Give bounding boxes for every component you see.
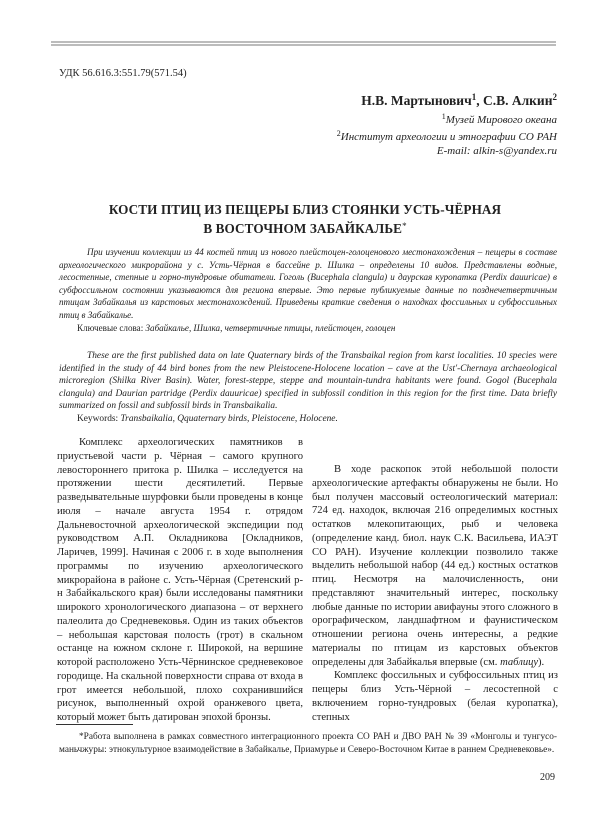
body-column-right — [312, 463, 558, 724]
body-paragraph-2 — [312, 463, 558, 669]
header-double-rule — [51, 41, 556, 46]
table-reference-link[interactable]: таблицу — [500, 656, 539, 668]
title-line-1: КОСТИ ПТИЦ ИЗ ПЕЩЕРЫ БЛИЗ СТОЯНКИ УСТЬ-ЧЁРНАЯ — [108, 202, 502, 217]
affiliation-1 — [337, 110, 557, 127]
page-number: 209 — [540, 772, 555, 783]
footnote-rule — [56, 724, 133, 725]
affiliation-1-mark: 1 — [441, 112, 446, 121]
author-email[interactable]: E-mail: alkin-s@yandex.ru — [436, 145, 557, 157]
udk-code: УДК 56.616.3:551.79(571.54) — [59, 68, 187, 79]
affiliation-1-text: Музей Мирового океана — [445, 114, 557, 126]
title-line-2-text: В ВОСТОЧНОМ ЗАБАЙКАЛЬЕ — [203, 221, 403, 236]
authors-line — [361, 92, 557, 109]
keywords-ru-label: Ключевые слова: — [77, 322, 144, 333]
title-line-2 — [54, 218, 556, 237]
abstract-en-text: These are the first published data on late Quaternary birds of the Transbaikal region from karst localities. 10 species were identified in the study of 44 bird bones from the new Pleistocene-Holocene location – cave at the Ust'-Chernaya archaeological microregion (Shilka River Basin). Water, forest-steppe, steppe and mountain-tundra habitants were found. Gogol (Bucephala clangula) and Daurian partridge (Perdix dauuricae) specified in subfossil condition in this region for the first time. Data briefly summarized on fossil and subfossil birds in Transbaikalia. — [59, 351, 557, 412]
body-paragraph-2-end: ). — [538, 656, 545, 668]
keywords-ru-values: Забайкалье, Шилка, четвертичные птицы, плейстоцен, голоцен — [145, 322, 396, 333]
footnote — [59, 731, 557, 758]
title-footnote-mark[interactable]: * — [402, 221, 407, 231]
abstract-ru-text: При изучении коллекции из 44 костей птиц из нового плейстоцен-голоценового местонахождения – пещеры в составе археологического микрорайона у с. Усть-Чёрная в бассейне р. Шилка – определены 10 видов. Представлены водные, лесостепные, степные и горно-тундровые обитатели. Гоголь (Bucephala clangula) и даурская куропатка (Perdix dauuricae) в субфоссильном состоянии указываются для региона впервые. Это первые публикуемые данные по позднечетвертичным птицам Забайкалья из карстовых местонахождений. Приведены краткие сведения о находках фоссильных и субфоссильных птиц в Забайкалье. — [59, 247, 557, 320]
body-paragraph-1: Комплекс археологических памятников в приустьевой части р. Чёрная – самого крупного левостороннего притока р. Шилка – исследуется на протяжении шести десятилетий. Первые разведывательные шурфовки были проведены в конце июля – начале августа 1954 г. отрядом Дальневосточной археологической экспедиции под руководством А.П. Окладникова [Окладников, Ларичев, 1999]. Начиная с 2006 г. в ходе выполнения программы по изучению археологического микрорайона в районе с. Усть-Чёрная (Сретенский р-н Забайкальского края) были исследованы памятники широкого хронологического диапазона – от верхнего палеолита до Средневековья. Один из таких объектов – небольшая карстовая полость (грот) в скальном останце на южном склоне г. Широкой, на вершине которой расположено Усть-Чёрнинское средневековое городище. На скальной поверхности справа от входа в грот имеется небольшой, плохо сохранившийся рисунок, выполненный охрой оранжевого цвета, который может быть датирован эпохой бронзы. — [57, 437, 303, 723]
abstract-english — [59, 350, 557, 426]
author-1-name: Н.В. Мартынович — [361, 93, 472, 108]
affiliation-2 — [337, 127, 557, 144]
author-separator: , — [476, 93, 483, 108]
affiliations — [337, 110, 557, 158]
body-paragraph-2-text: В ходе раскопок этой небольшой полости археологические артефакты обнаружены не были. Но был получен массовый остеологический материал: 724 ед. находок, включая 216 определимых костных остатков млекопитающих, рыб и человека (определение канд. биол. наук С.К. Васильева, ИАЭТ СО РАН). Изучение коллекции позволило также выделить небольшой набор (44 ед.) костных остатков птиц. Несмотря на малочисленность, они представляют значительный интерес, поскольку любые данные по истории авифауны этого сложного в орографическом, ландшафтном и фаунистическом отношении региона очень интересны, а редкие материалы по птицам из карстовых объектов определены для Забайкалья впервые (см. — [312, 464, 558, 668]
footnote-text: *Работа выполнена в рамках совместного интеграционного проекта СО РАН и ДВО РАН № 39 «Монголы и тунгусо-маньчжуры: этнокультурное взаимодействие в Забайкалье, Приамурье и Северо-Восточном Китае в раннем Средневековье». — [59, 732, 557, 756]
keywords-ru — [59, 322, 557, 335]
abstract-russian — [59, 246, 557, 334]
author-2-affil-mark: 2 — [552, 92, 557, 102]
author-1-affil-mark: 1 — [471, 92, 477, 102]
body-paragraph-3: Комплекс фоссильных и субфоссильных птиц из пещеры близ Усть-Чёрной – лесостепной с включением горно-тундровых (белая куропатка), степных — [312, 670, 558, 723]
affiliation-2-mark: 2 — [336, 129, 341, 138]
keywords-en-label: Keywords: — [77, 413, 119, 424]
author-2-name: С.В. Алкин — [482, 93, 553, 108]
keywords-en — [59, 413, 557, 426]
keywords-en-values: Transbaikalia, Qquaternary birds, Pleistocene, Holocene. — [120, 413, 338, 424]
body-column-left — [57, 436, 303, 725]
article-title — [54, 202, 556, 237]
affiliation-2-text: Институт археологии и этнографии СО РАН — [340, 131, 557, 143]
